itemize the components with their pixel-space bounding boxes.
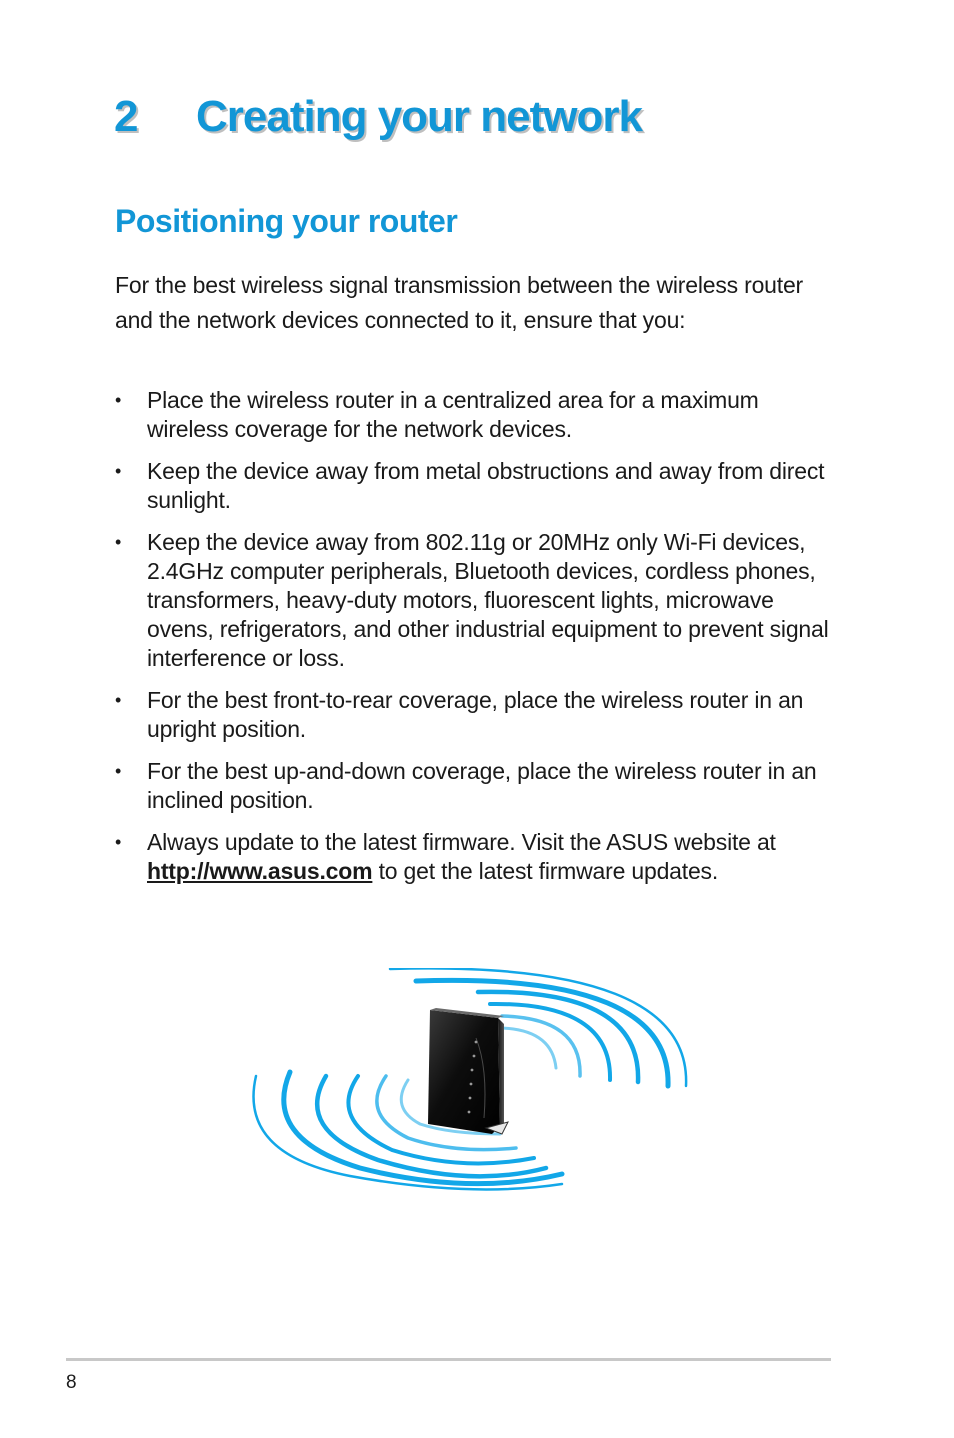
chapter-title: Creating your network — [196, 92, 642, 141]
firmware-text-after: to get the latest firmware updates. — [372, 858, 719, 884]
footer-divider — [66, 1358, 831, 1361]
bullet-icon: • — [115, 690, 122, 710]
section-title: Positioning your router — [115, 203, 458, 239]
list-item-text: Keep the device away from 802.11g or 20MHz only Wi-Fi devices, 2.4GHz computer peripherals, Bluetooth devices, cordless phones, transformers, heavy-duty motors, fluorescent lights, microwave ovens, refrigerators, and other industrial equipment to prevent signal interference or loss. — [147, 529, 829, 671]
page-number: 8 — [66, 1372, 77, 1393]
chapter-number: 2 — [114, 92, 138, 141]
bullet-icon: • — [115, 461, 122, 481]
asus-website-link[interactable]: http://www.asus.com — [147, 858, 373, 884]
list-item — [115, 686, 835, 744]
list-item-text: For the best front-to-rear coverage, place the wireless router in an upright position. — [147, 687, 804, 742]
list-item-text: For the best up-and-down coverage, place the wireless router in an inclined position. — [147, 758, 817, 813]
list-item-text: Keep the device away from metal obstructions and away from direct sunlight. — [147, 458, 825, 513]
list-item — [115, 457, 835, 515]
list-item-text — [147, 829, 776, 884]
router-wireless-waves-icon — [240, 968, 710, 1193]
list-item — [115, 757, 835, 815]
chapter-heading — [114, 92, 642, 142]
list-item — [115, 528, 835, 673]
intro-paragraph: For the best wireless signal transmission between the wireless router and the network devices connected to it, ensure that you: — [115, 272, 804, 333]
list-item-text: Place the wireless router in a centralized area for a maximum wireless coverage for the network devices. — [147, 387, 759, 442]
bullet-icon: • — [115, 390, 122, 410]
firmware-text-before: Always update to the latest firmware. Visit the ASUS website at — [147, 829, 776, 855]
bullet-icon: • — [115, 832, 122, 852]
guideline-list — [115, 386, 835, 899]
bullet-icon: • — [115, 532, 122, 552]
list-item — [115, 828, 835, 886]
list-item — [115, 386, 835, 444]
bullet-icon: • — [115, 761, 122, 781]
